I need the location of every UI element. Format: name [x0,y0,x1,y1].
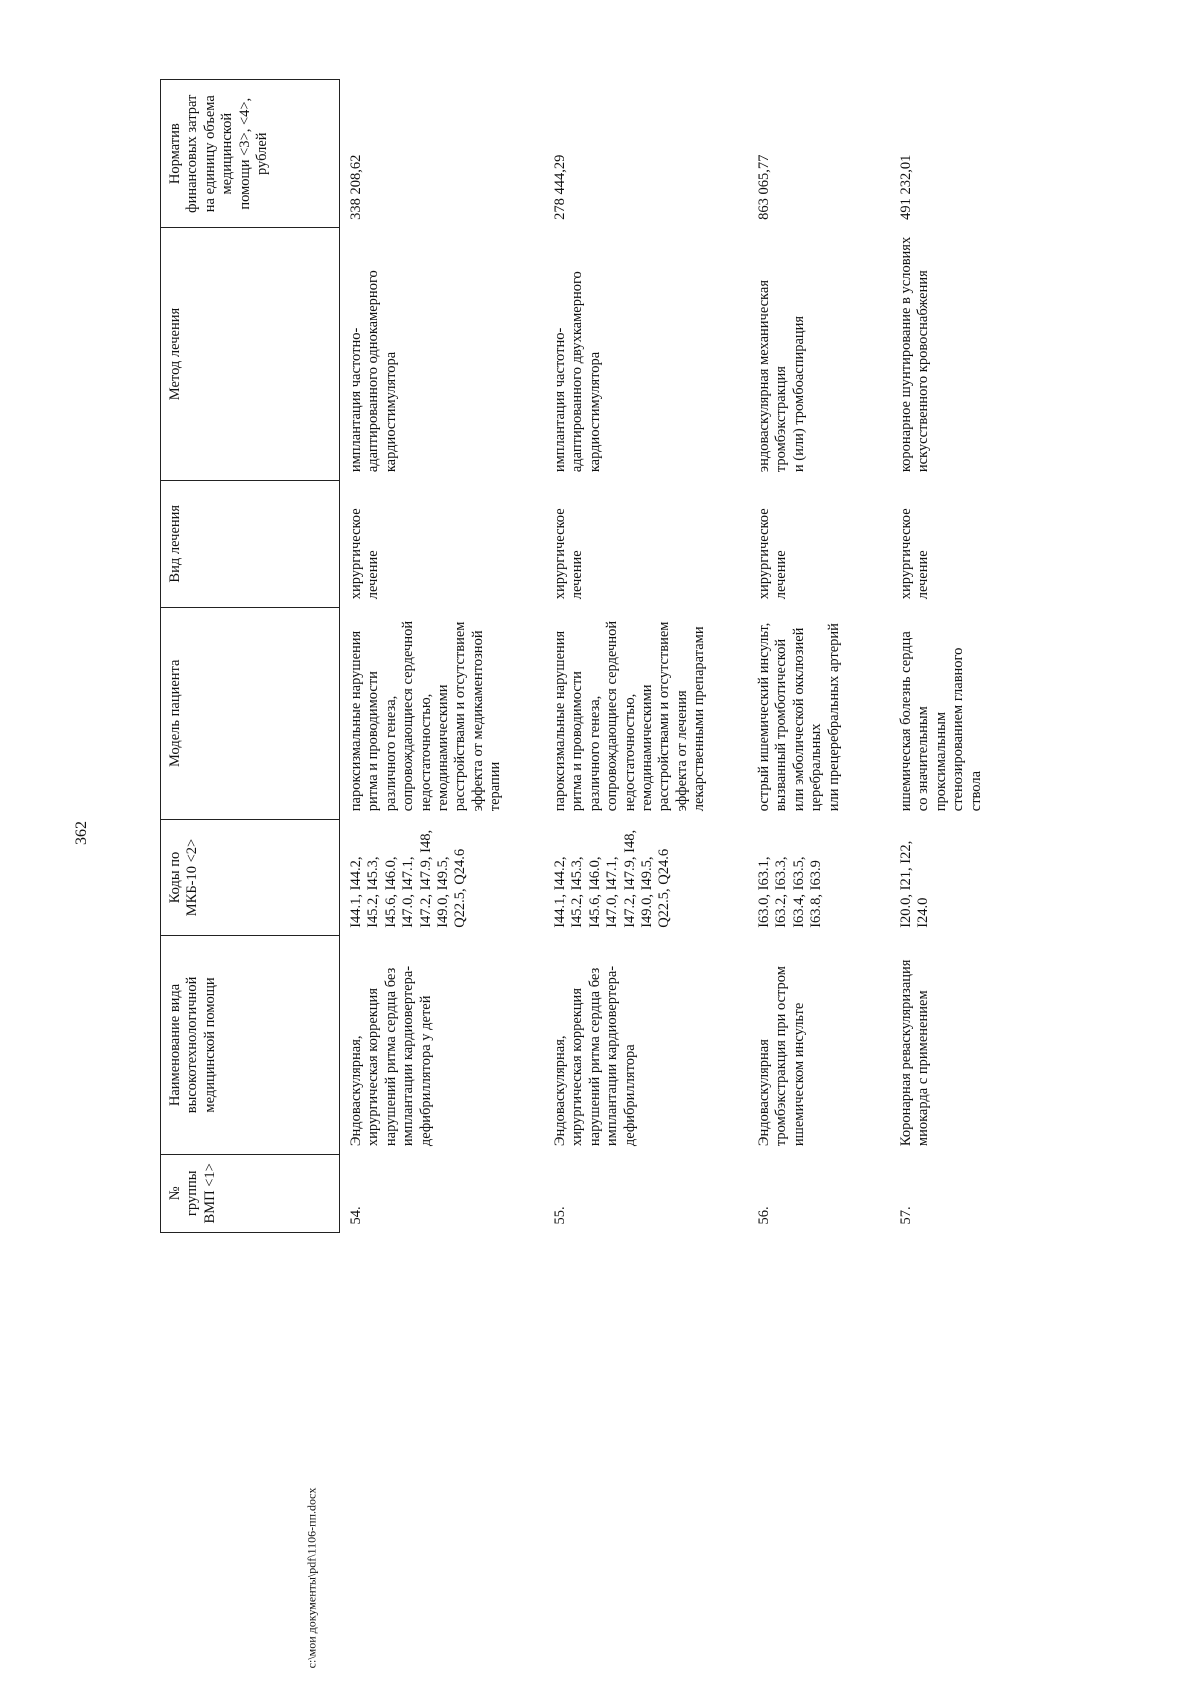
cell-group-number: 54. [348,1206,364,1225]
cell-treatment-type: хирургическое лечение [552,508,586,600]
cell-icd-codes: I44.1, I44.2, I45.2, I45.3, I45.6, I46.0, I47.0, I47.1, I47.2, I47.9, I48, I49.0, I49.5, Q22.5, Q24.6 [552,829,673,928]
cell-cost-norm: 338 208,62 [348,154,364,220]
cell-vmp-name: Эндоваскулярная тромбэкстракция при остром ишемическом инсульте [756,966,807,1147]
cell-vmp-name: Коронарная реваскуляризация миокарда с применением [898,959,932,1147]
table-wrapper [160,79,1190,1233]
header-cost-norm: Норматив финансовых затрат на единицу объема медицинской помощи <3>, <4>, рублей [161,80,340,228]
table-row [544,80,748,1233]
table-row [748,80,890,1233]
cell-icd-codes: I44.1, I44.2, I45.2, I45.3, I45.6, I46.0, I47.0, I47.1, I47.2, I47.9, I48, I49.0, I49.5, Q22.5, Q24.6 [348,829,469,928]
cell-group-number: 57. [898,1206,914,1225]
cell-patient-model: пароксизмальные нарушения ритма и проводимости различного генеза, сопровождающиеся сердечной недостаточностью, гемодинамическими расстройствами и отсутствием эффекта от лечения лекарственными препаратами [552,620,708,812]
cell-treatment-type: хирургическое лечение [348,508,382,600]
table-row [340,80,545,1233]
header-group-number: № группы ВМП <1> [161,1154,340,1232]
page-number: 362 [73,821,90,845]
cell-treatment-method: эндоваскулярная механическая тромбэкстракция и (или) тромбоаспирация [756,280,807,473]
cell-vmp-name: Эндоваскулярная, хирургическая коррекция нарушений ритма сердца без имплантации кардиовертера-дефибриллятора у детей [348,965,434,1147]
cell-group-number: 56. [756,1206,772,1225]
cell-patient-model: пароксизмальные нарушения ритма и проводимости различного генеза, сопровождающиеся сердечной недостаточностью, гемодинамическими расстройствами и отсутствием эффекта от медикаментозной терапии [348,620,504,812]
header-patient-model: Модель пациента [161,607,340,819]
cell-treatment-method: коронарное шунтирование в условиях искусственного кровоснабжения [898,236,932,473]
header-vmp-name: Наименование вида высокотехнологичной медицинской помощи [161,936,340,1154]
file-path-footer: c:\мои документы\pdf\1106-пп.docx [304,1487,319,1669]
cell-cost-norm: 863 065,77 [756,154,772,220]
header-treatment-method: Метод лечения [161,228,340,480]
cell-icd-codes: I20.0, I21, I22, I24.0 [898,840,932,928]
table-row [890,80,1004,1233]
cell-group-number: 55. [552,1206,568,1225]
table-header-row [161,80,340,1233]
vmp-table [160,79,1004,1233]
cell-treatment-method: имплантация частотно-адаптированного однокамерного кардиостимулятора [348,270,399,473]
cell-treatment-method: имплантация частотно-адаптированного двухкамерного кардиостимулятора [552,271,603,473]
cell-vmp-name: Эндоваскулярная, хирургическая коррекция нарушений ритма сердца без имплантации кардиовертера-дефибриллятора [552,965,638,1147]
cell-cost-norm: 491 232,01 [898,154,914,220]
header-icd-codes: Коды по МКБ-10 <2> [161,819,340,936]
cell-icd-codes: I63.0, I63.1, I63.2, I63.3, I63.4, I63.5, I63.8, I63.9 [756,856,825,928]
cell-patient-model: ишемическая болезнь сердца со значительным проксимальным стенозированием главного ствола [898,631,984,812]
header-treatment-type: Вид лечения [161,480,340,607]
cell-cost-norm: 278 444,29 [552,154,568,220]
cell-treatment-type: хирургическое лечение [756,508,790,600]
cell-patient-model: острый ишемический инсульт, вызванный тромботической или эмболической окклюзией церебральных или прецеребральных артерий [756,622,842,812]
cell-treatment-type: хирургическое лечение [898,508,932,600]
